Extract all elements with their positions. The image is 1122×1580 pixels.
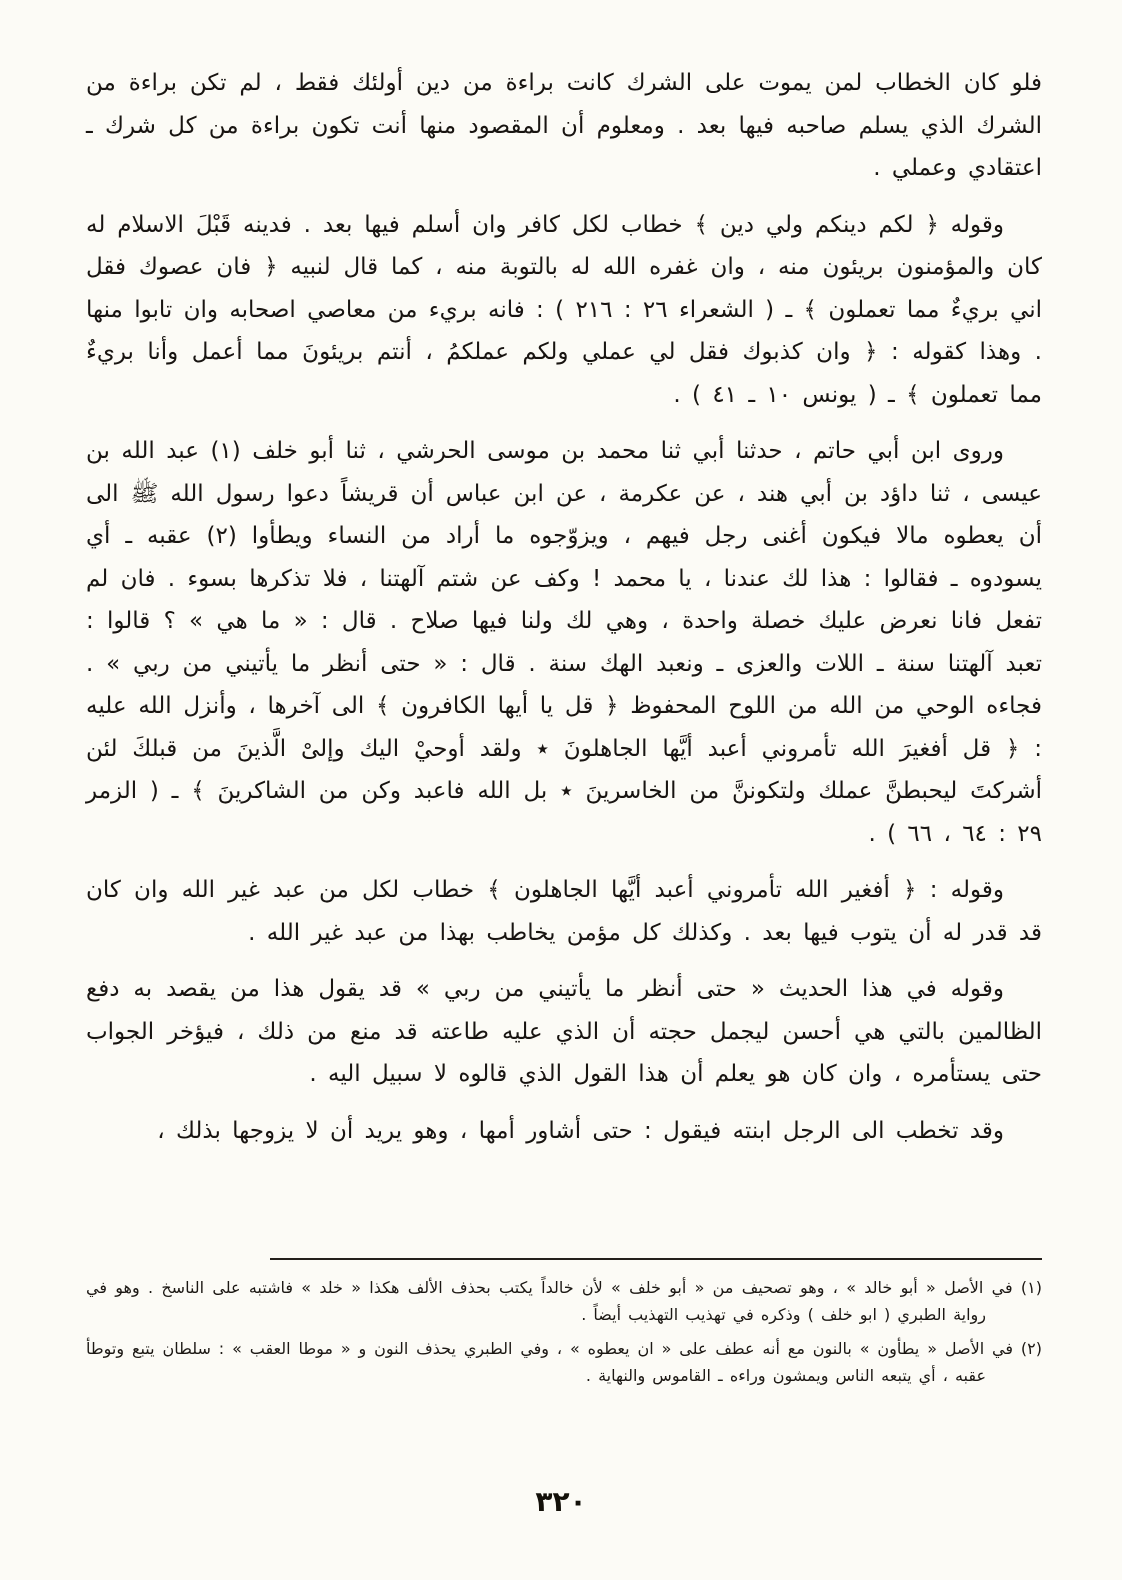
page-number: ٣٢٠	[535, 1485, 587, 1518]
footnote: (٢) في الأصل « يطأون » بالنون مع أنه عطف على « ان يعطوه » ، وفي الطبري يحذف النون و « موطا العقب » : سلطان يتبع وتوطأ عقبه ، أي يتبعه الناس ويمشون وراءه ـ القاموس والنهاية .	[86, 1339, 1042, 1385]
footnote-area	[86, 1258, 1042, 1396]
paragraph: وقد تخطب الى الرجل ابنته فيقول : حتى أشاور أمها ، وهو يريد أن لا يزوجها بذلك ،	[157, 1117, 1004, 1144]
paragraph: وقوله ﴿ لكم دينكم ولي دين ﴾ خطاب لكل كافر وان أسلم فيها بعد . فدينه قَبْلَ الاسلام له كان والمؤمنون بريئون منه ، وان غفره الله له بالتوبة منه ، كما قال لنبيه ﴿ فان عصوك فقل اني بريءٌ مما تعملون ﴾ ـ ( الشعراء ٢٦ : ٢١٦ ) : فانه بريء من معاصي اصحابه وان تابوا منها . وهذا كقوله : ﴿ وان كذبوك فقل لي عملي ولكم عملكمُ ، أنتم بريئونَ مما أعمل وأنا بريءٌ مما تعملون ﴾ ـ ( يونس ١٠ ـ ٤١ ) .	[86, 211, 1043, 408]
paragraph: وقوله : ﴿ أفغير الله تأمروني أعبد أيَّها الجاهلون ﴾ خطاب لكل من عبد غير الله وان كان قد قدر له أن يتوب فيها بعد . وكذلك كل مؤمن يخاطب بهذا من عبد غير الله .	[86, 877, 1042, 946]
paragraph: وروى ابن أبي حاتم ، حدثنا أبي ثنا محمد بن موسى الحرشي ، ثنا أبو خلف (١) عبد الله بن عيسى ، ثنا داؤد بن أبي هند ، عن عكرمة ، عن ابن عباس أن قريشاً دعوا رسول الله ﷺ الى أن يعطوه مالا فيكون أغنى رجل فيهم ، ويزوّجوه ما أراد من النساء ويطأوا (٢) عقبه ـ أي يسودوه ـ فقالوا : هذا لك عندنا ، يا محمد ! وكف عن شتم آلهتنا ، فلا تذكرها بسوء . فان لم تفعل فانا نعرض عليك خصلة واحدة ، وهي لك ولنا فيها صلاح . قال : « ما هي » ؟ قالوا : تعبد آلهتنا سنة ـ اللات والعزى ـ ونعبد الهك سنة . قال : « حتى أنظر ما يأتيني من ربي » . فجاءه الوحي من الله من اللوح المحفوظ ﴿ قل يا أيها الكافرون ﴾ الى آخرها ، وأنزل الله عليه : ﴿ قل أفغيرَ الله تأمروني أعبد أيَّها الجاهلونَ ٭ ولقد أوحيْ اليك وإلىْ الَّذينَ من قبلكَ لئن أشركتَ ليحبطنَّ عملك ولتكوننَّ من الخاسرينَ ٭ بل الله فاعبد وكن من الشاكرينَ ﴾ ـ ( الزمر ٢٩ : ٦٤ ، ٦٦ ) .	[86, 438, 1042, 847]
footnote: (١) في الأصل « أبو خالد » ، وهو تصحيف من « أبو خلف » لأن خالداً يكتب بحذف الألف هكذا « خلد » فاشتبه على الناسخ . وهو في رواية الطبري ( ابو خلف ) وذكره في تهذيب التهذيب أيضاً .	[86, 1278, 1042, 1324]
paragraph: وقوله في هذا الحديث « حتى أنظر ما يأتيني من ربي » قد يقول هذا من يقصد به دفع الظالمين بالتي هي أحسن ليجمل حجته أن الذي عليه طاعته قد منع من ذلك ، فيؤخر الجواب حتى يستأمره ، وان كان هو يعلم أن هذا القول الذي قالوه لا سبيل اليه .	[86, 976, 1042, 1087]
footnote-list	[86, 1274, 1042, 1389]
paragraph: فلو كان الخطاب لمن يموت على الشرك كانت براءة من دين أولئك فقط ، لم تكن براءة من الشرك الذي يسلم صاحبه فيها بعد . ومعلوم أن المقصود منها أنت تكون براءة من كل شرك ـ اعتقادي وعملي .	[86, 70, 1042, 181]
body-text-block	[86, 62, 1042, 1166]
footnote-separator-line	[270, 1258, 1042, 1260]
